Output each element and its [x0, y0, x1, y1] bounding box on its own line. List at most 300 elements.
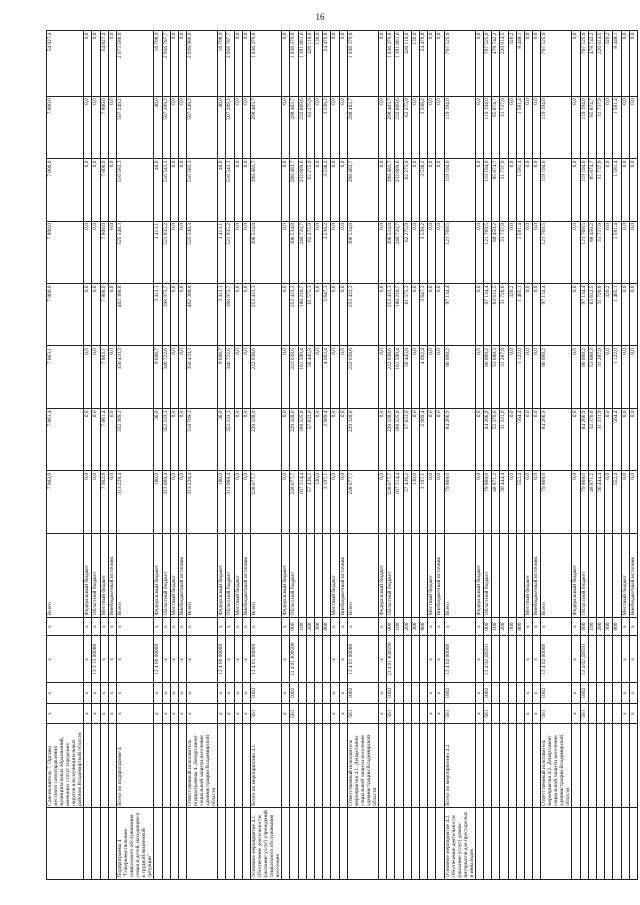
cell-rz-pr: [395, 683, 403, 703]
cell-name: [84, 808, 92, 880]
cell-c5: 525 348,3: [187, 221, 218, 283]
cell-vr: x: [428, 617, 436, 635]
cell-executor: [298, 724, 306, 808]
cell-c8: 0,0: [436, 31, 444, 97]
cell-c7: 0,0: [315, 96, 323, 158]
cell-source: Внебюджетный источник: [108, 533, 116, 617]
cell-name: [298, 808, 306, 880]
cell-c3: 0,0: [92, 346, 100, 408]
cell-name: Подпрограмма 4 "Совершенствование социального обслуживания семьи и детей, находящихся в трудной жизненной ситуации": [117, 808, 154, 880]
cell-rz-pr: x: [475, 683, 483, 703]
cell-c8: 320,2: [605, 31, 613, 97]
cell-c5: 0,0: [436, 221, 444, 283]
cell-c1: 0,0: [379, 471, 387, 533]
cell-c2: 52 370,6: [588, 408, 596, 470]
cell-c1: 0,0: [331, 471, 339, 533]
cell-c7: 507 209,2: [162, 96, 170, 158]
cell-c3: 0,0: [170, 346, 178, 408]
cell-c3: 0,0: [533, 346, 541, 408]
cell-source: Федеральный бюджет: [572, 533, 580, 617]
cell-rz-pr: 1002: [541, 683, 572, 703]
cell-c7: 0,0: [92, 96, 100, 158]
cell-name: [242, 808, 250, 880]
cell-c3: 56 445,8: [403, 346, 411, 408]
cell-name: [47, 808, 84, 880]
cell-c8: 0,0: [428, 31, 436, 97]
cell-c1: 0,0: [436, 471, 444, 533]
cell-c2: 0,0: [178, 408, 186, 470]
cell-executor: [323, 724, 331, 808]
cell-source: Областной бюджет: [483, 533, 491, 617]
cell-c8: 220 014,5: [597, 31, 605, 97]
cell-c6: 0,0: [92, 159, 100, 221]
cell-c5: 0,0: [282, 221, 290, 283]
cell-name: [483, 808, 491, 880]
cell-vr: x: [154, 617, 162, 635]
table-row: [339, 31, 347, 880]
cell-c1: 3 197,1: [419, 471, 427, 533]
cell-c6: 0,0: [331, 159, 339, 221]
cell-c4: 0,0: [629, 284, 637, 346]
cell-name: [403, 808, 411, 880]
cell-executor: [306, 724, 314, 808]
cell-c7: 507 209,2: [226, 96, 234, 158]
cell-vr: x: [339, 617, 347, 635]
cell-source: Внебюджетный источник: [533, 533, 541, 617]
cell-c4: 0,0: [572, 284, 580, 346]
cell-c2: 84 266,9: [483, 408, 491, 470]
cell-c6: 298 483,7: [290, 159, 298, 221]
cell-c5: 121 769,5: [483, 221, 491, 283]
cell-rz-pr: x: [282, 683, 290, 703]
cell-source: [323, 533, 331, 617]
cell-c7: 0,0: [282, 96, 290, 158]
cell-c3: 0,0: [475, 346, 483, 408]
cell-c8: 0,0: [84, 31, 92, 97]
table-row: [524, 31, 532, 880]
cell-c2: 0,0: [170, 408, 178, 470]
cell-grbs: 561: [290, 703, 298, 723]
cell-vr: x: [242, 617, 250, 635]
cell-name: [541, 808, 572, 880]
cell-vr: x: [475, 617, 483, 635]
cell-c3: 0,0: [315, 346, 323, 408]
cell-grbs: x: [178, 703, 186, 723]
cell-csr: x: [162, 636, 170, 683]
cell-c4: 1 465,1: [613, 284, 621, 346]
cell-c5: 3 538,2: [419, 221, 427, 283]
cell-vr: 300: [411, 617, 419, 635]
cell-c8: 16 798,9: [218, 31, 226, 97]
cell-c8: 1 836 379,8: [347, 31, 378, 97]
cell-c6: 7 800,0: [47, 159, 84, 221]
cell-c8: 320,2: [508, 31, 516, 97]
cell-source: Всего: [541, 533, 572, 617]
cell-source: [597, 533, 605, 617]
table-row: [47, 31, 84, 880]
cell-vr: x: [47, 617, 84, 635]
table-row: [444, 31, 475, 880]
cell-c7: 62 275,9: [403, 96, 411, 158]
cell-c5: 88 450,2: [588, 221, 596, 283]
cell-c4: 97 134,4: [483, 284, 491, 346]
cell-rz-pr: [588, 683, 596, 703]
cell-name: [306, 808, 314, 880]
cell-grbs: [403, 703, 411, 723]
cell-executor: [411, 724, 419, 808]
cell-c2: 31 331,9: [597, 408, 605, 470]
cell-executor: [483, 724, 491, 808]
table-row: [331, 31, 339, 880]
cell-c2: 84 266,9: [444, 408, 475, 470]
cell-executor: [234, 724, 242, 808]
cell-source: [605, 533, 613, 617]
cell-c8: 0,0: [170, 31, 178, 97]
cell-c7: 232 669,6: [395, 96, 403, 158]
cell-executor: [170, 724, 178, 808]
cell-c7: 0,0: [533, 96, 541, 158]
cell-c5: 306 534,8: [251, 221, 282, 283]
cell-c3: 0,0: [621, 346, 629, 408]
cell-rz-pr: x: [47, 683, 84, 703]
cell-c1: 0,0: [572, 471, 580, 533]
cell-c5: 0,0: [84, 221, 92, 283]
cell-grbs: x: [170, 703, 178, 723]
cell-c1: 30 444,4: [597, 471, 605, 533]
cell-c1: 0,0: [339, 471, 347, 533]
cell-c1: 0,0: [605, 471, 613, 533]
cell-c2: 36,0: [218, 408, 226, 470]
cell-c4: 3 413,1: [218, 284, 226, 346]
cell-grbs: x: [242, 703, 250, 723]
cell-source: Внебюджетный источник: [629, 533, 637, 617]
cell-vr: x: [84, 617, 92, 635]
cell-c1: 167 314,4: [395, 471, 403, 533]
cell-grbs: x: [226, 703, 234, 723]
cell-source: Всего: [347, 533, 378, 617]
cell-executor: [621, 724, 629, 808]
cell-c5: 121 769,5: [444, 221, 475, 283]
cell-grbs: x: [436, 703, 444, 723]
table-row: [436, 31, 444, 880]
cell-c3: 222 038,6: [387, 346, 395, 408]
cell-c2: 7 861,4: [100, 408, 108, 470]
cell-c8: 24 470,8: [419, 31, 427, 97]
cell-c8: 1 836 379,8: [251, 31, 282, 97]
cell-c1: 0,0: [170, 471, 178, 533]
cell-source: [419, 533, 427, 617]
cell-rz-pr: 1002: [347, 683, 378, 703]
cell-executor: [162, 724, 170, 808]
cell-grbs: x: [475, 703, 483, 723]
cell-source: Всего: [47, 533, 84, 617]
cell-c3: 4 002,4: [419, 346, 427, 408]
cell-grbs: x: [331, 703, 339, 723]
cell-grbs: [508, 703, 516, 723]
cell-executor: [597, 724, 605, 808]
table-row: [516, 31, 524, 880]
cell-rz-pr: 1002: [387, 683, 395, 703]
cell-c1: 313 228,4: [117, 471, 154, 533]
cell-vr: 000: [580, 617, 588, 635]
cell-c3: 0,0: [331, 346, 339, 408]
cell-c3: 9 696,7: [218, 346, 226, 408]
cell-source: [403, 533, 411, 617]
cell-c2: 0,0: [379, 408, 387, 470]
table-body: [47, 31, 638, 880]
cell-c2: 36,0: [154, 408, 162, 470]
cell-rz-pr: [492, 683, 500, 703]
cell-vr: x: [187, 617, 218, 635]
cell-c2: 564,4: [613, 408, 621, 470]
cell-c5: 0,0: [411, 221, 419, 283]
cell-rz-pr: x: [428, 683, 436, 703]
cell-c7: 119 194,0: [483, 96, 491, 158]
cell-executor: [226, 724, 234, 808]
cell-rz-pr: x: [629, 683, 637, 703]
cell-c5: 7 800,0: [100, 221, 108, 283]
cell-grbs: x: [84, 703, 92, 723]
table-row: [419, 31, 427, 880]
cell-rz-pr: x: [379, 683, 387, 703]
cell-name: [347, 808, 378, 880]
table-row: [323, 31, 331, 880]
cell-c7: 298 483,7: [387, 96, 395, 158]
cell-c3: 346 722,6: [226, 346, 234, 408]
table-row: [234, 31, 242, 880]
cell-c6: 85 874,7: [588, 159, 596, 221]
cell-c2: 0,0: [84, 408, 92, 470]
budget-table-sheet: [46, 30, 636, 880]
cell-csr: x: [572, 636, 580, 683]
table-row: [347, 31, 378, 880]
cell-csr: 13 4 01 00000: [347, 636, 378, 683]
cell-c2: 0,0: [108, 408, 116, 470]
cell-c7: 119 194,0: [444, 96, 475, 158]
table-row: [84, 31, 92, 880]
cell-name: [339, 808, 347, 880]
cell-c6: 0,0: [605, 159, 613, 221]
cell-source: Федеральный бюджет: [475, 533, 483, 617]
table-row: [187, 31, 218, 880]
cell-c6: 40,0: [154, 159, 162, 221]
cell-executor: Всего по мероприятию 4.2.: [444, 724, 475, 808]
cell-rz-pr: [605, 683, 613, 703]
cell-c5: 525 348,3: [117, 221, 154, 283]
cell-source: [492, 533, 500, 617]
cell-c1: 0,0: [533, 471, 541, 533]
cell-executor: Ответственный исполнитель подпрограммы 4. Департамент социальной защиты населения администрации Владимирской области: [187, 724, 218, 808]
cell-name: [395, 808, 403, 880]
cell-name: [419, 808, 427, 880]
cell-c1: 130,0: [411, 471, 419, 533]
cell-csr: [306, 636, 314, 683]
cell-vr: x: [347, 617, 378, 635]
cell-csr: 13 4 01 Ю0590: [290, 636, 298, 683]
cell-csr: [492, 636, 500, 683]
cell-c6: 0,0: [339, 159, 347, 221]
cell-grbs: 561: [444, 703, 475, 723]
cell-name: [605, 808, 613, 880]
cell-c4: 0,0: [428, 284, 436, 346]
cell-name: [597, 808, 605, 880]
cell-c8: 0,0: [524, 31, 532, 97]
cell-c2: 2 969,4: [419, 408, 427, 470]
table-row: [92, 31, 100, 880]
table-row: [282, 31, 290, 880]
cell-c6: 516 583,3: [187, 159, 218, 221]
cell-grbs: x: [154, 703, 162, 723]
cell-c8: 420 118,0: [306, 31, 314, 97]
cell-vr: 000: [290, 617, 298, 635]
cell-c6: 298 483,7: [251, 159, 282, 221]
cell-csr: [588, 636, 596, 683]
cell-c1: 130,0: [315, 471, 323, 533]
cell-c4: 7 800,0: [47, 284, 84, 346]
table-row: [621, 31, 629, 880]
cell-csr: x: [379, 636, 387, 683]
cell-c4: 0,0: [475, 284, 483, 346]
cell-c3: 0,0: [282, 346, 290, 408]
cell-c6: 232 669,6: [298, 159, 306, 221]
cell-c4: 3 647,3: [419, 284, 427, 346]
page-number: 16: [315, 12, 325, 22]
cell-c4: 97 134,4: [541, 284, 572, 346]
cell-c6: 298 483,7: [387, 159, 395, 221]
cell-rz-pr: x: [533, 683, 541, 703]
cell-name: [282, 808, 290, 880]
cell-source: Областной бюджет: [387, 533, 395, 617]
cell-c8: 0,0: [108, 31, 116, 97]
cell-c4: 7 800,0: [100, 284, 108, 346]
cell-grbs: x: [533, 703, 541, 723]
cell-c1: 228 077,7: [387, 471, 395, 533]
cell-c6: 7 800,0: [100, 159, 108, 221]
cell-c5: 306 534,8: [290, 221, 298, 283]
cell-source: [306, 533, 314, 617]
cell-c3: 0,0: [605, 346, 613, 408]
cell-vr: 200: [403, 617, 411, 635]
cell-c6: 0,0: [436, 159, 444, 221]
cell-csr: 13 4 00 00000: [218, 636, 226, 683]
cell-c6: 0,0: [572, 159, 580, 221]
cell-c4: 0,0: [533, 284, 541, 346]
cell-c1: 167 314,4: [298, 471, 306, 533]
budget-table: [46, 30, 638, 880]
cell-c3: 86 098,2: [483, 346, 491, 408]
cell-c5: 121 769,5: [580, 221, 588, 283]
cell-c4: 320,2: [605, 284, 613, 346]
cell-c1: 0,0: [428, 471, 436, 533]
cell-executor: [516, 724, 524, 808]
cell-csr: x: [436, 636, 444, 683]
cell-c3: 0,0: [524, 346, 532, 408]
cell-c3: 0,0: [242, 346, 250, 408]
table-row: [475, 31, 483, 880]
cell-c7: 3 538,2: [419, 96, 427, 158]
cell-c1: 0,0: [629, 471, 637, 533]
cell-c1: 228 077,7: [290, 471, 298, 533]
cell-vr: x: [108, 617, 116, 635]
cell-c4: 0,0: [178, 284, 186, 346]
table-row: [162, 31, 170, 880]
cell-c4: 3 413,1: [154, 284, 162, 346]
table-row: [242, 31, 250, 880]
cell-grbs: [588, 703, 596, 723]
cell-c2: 0,0: [572, 408, 580, 470]
cell-c7: 0,0: [475, 96, 483, 158]
cell-c2: 352 333,3: [226, 408, 234, 470]
cell-grbs: [500, 703, 508, 723]
table-row: [580, 31, 588, 880]
cell-c5: 0,0: [242, 221, 250, 283]
cell-c2: 0,0: [524, 408, 532, 470]
cell-c4: 402 388,8: [117, 284, 154, 346]
cell-c7: 298 483,7: [290, 96, 298, 158]
cell-c5: 3 413,1: [218, 221, 226, 283]
cell-c3: 0,0: [629, 346, 637, 408]
cell-c1: 228 077,7: [347, 471, 378, 533]
cell-name: [428, 808, 436, 880]
cell-vr: 100: [395, 617, 403, 635]
cell-csr: [419, 636, 427, 683]
cell-grbs: x: [234, 703, 242, 723]
cell-name: [629, 808, 637, 880]
cell-c4: 61 575,3: [403, 284, 411, 346]
cell-c4: 0,0: [234, 284, 242, 346]
cell-c5: 3 538,2: [323, 221, 331, 283]
cell-executor: [92, 724, 100, 808]
cell-c5: 521 935,2: [226, 221, 234, 283]
cell-c3: 0,0: [411, 346, 419, 408]
cell-vr: 800: [323, 617, 331, 635]
cell-c1: 0,0: [242, 471, 250, 533]
cell-c8: 16 798,9: [154, 31, 162, 97]
cell-grbs: 561: [541, 703, 572, 723]
cell-vr: x: [541, 617, 572, 635]
table-row: [428, 31, 436, 880]
cell-rz-pr: x: [234, 683, 242, 703]
cell-rz-pr: [315, 683, 323, 703]
cell-grbs: x: [108, 703, 116, 723]
cell-c8: 54 827,4: [100, 31, 108, 97]
cell-vr: x: [218, 617, 226, 635]
cell-c8: 0,0: [533, 31, 541, 97]
cell-rz-pr: x: [339, 683, 347, 703]
cell-source: [298, 533, 306, 617]
cell-c8: 1 391 661,0: [298, 31, 306, 97]
cell-source: Федеральный бюджет: [154, 533, 162, 617]
cell-c4: 253 433,3: [251, 284, 282, 346]
cell-vr: x: [331, 617, 339, 635]
cell-executor: Ответственный исполнитель мероприятия 4.2. Департамент социальной защиты населения администрации Владимирской области: [541, 724, 572, 808]
cell-c6: 298 483,7: [347, 159, 378, 221]
cell-source: Всего: [117, 533, 154, 617]
cell-c7: 40,0: [218, 96, 226, 158]
cell-c4: 0,0: [282, 284, 290, 346]
cell-c2: 0,0: [92, 408, 100, 470]
cell-c3: 31 287,9: [597, 346, 605, 408]
cell-c4: 0,0: [436, 284, 444, 346]
cell-executor: [315, 724, 323, 808]
cell-executor: Всего по подпрограмме 4: [117, 724, 154, 808]
cell-grbs: 561: [580, 703, 588, 723]
cell-executor: [290, 724, 298, 808]
cell-c8: 478 742,2: [588, 31, 596, 97]
cell-rz-pr: [403, 683, 411, 703]
cell-rz-pr: [613, 683, 621, 703]
cell-csr: [298, 636, 306, 683]
